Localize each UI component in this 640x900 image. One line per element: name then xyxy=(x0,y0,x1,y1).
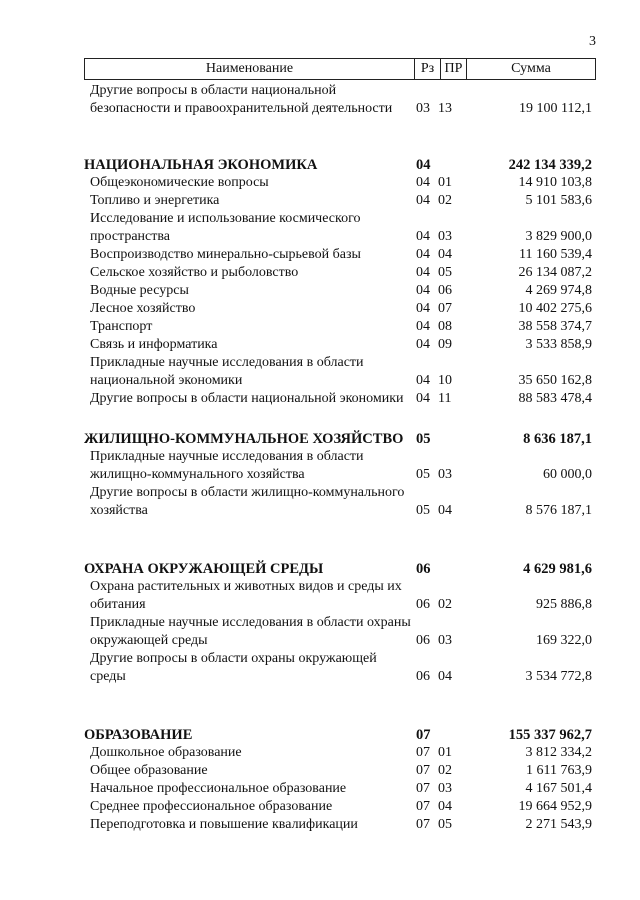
row-pr: 05 xyxy=(438,817,452,832)
row-name: Дошкольное образование xyxy=(90,745,242,760)
row-sum: 3 534 772,8 xyxy=(525,669,592,684)
row-name: Общее образование xyxy=(90,763,208,778)
row-pr: 04 xyxy=(438,247,452,262)
section-sum: 242 134 339,2 xyxy=(508,157,592,173)
row-sum: 8 576 187,1 xyxy=(525,503,592,518)
page-number: 3 xyxy=(589,34,596,49)
row-rz: 04 xyxy=(416,337,430,352)
row-sum: 925 886,8 xyxy=(536,597,592,612)
row-name: Прикладные научные исследования в области охраны окружающей среды xyxy=(90,615,411,648)
row-rz: 04 xyxy=(416,391,430,406)
section-heading xyxy=(84,156,596,174)
row-pr: 11 xyxy=(438,391,452,406)
table-row xyxy=(84,300,596,318)
row-sum: 169 322,0 xyxy=(536,633,592,648)
table-row xyxy=(84,82,596,118)
row-name: Переподготовка и повышение квалификации xyxy=(90,817,358,832)
table-row xyxy=(84,798,596,816)
row-pr: 02 xyxy=(438,597,452,612)
row-sum: 19 664 952,9 xyxy=(518,799,592,814)
row-sum: 5 101 583,6 xyxy=(525,193,592,208)
header-sum: Сумма xyxy=(466,58,596,80)
row-rz: 04 xyxy=(416,229,430,244)
row-sum: 26 134 087,2 xyxy=(518,265,592,280)
row-pr: 09 xyxy=(438,337,452,352)
row-rz: 04 xyxy=(416,301,430,316)
row-name: Другие вопросы в области жилищно-коммунального хозяйства xyxy=(90,485,405,518)
row-rz: 07 xyxy=(416,817,430,832)
row-sum: 3 812 334,2 xyxy=(525,745,592,760)
row-rz: 06 xyxy=(416,669,430,684)
row-pr: 03 xyxy=(438,633,452,648)
row-sum: 4 269 974,8 xyxy=(525,283,592,298)
row-pr: 10 xyxy=(438,373,452,388)
row-rz: 04 xyxy=(416,175,430,190)
row-rz: 06 xyxy=(416,597,430,612)
table-row xyxy=(84,282,596,300)
row-sum: 2 271 543,9 xyxy=(525,817,592,832)
row-rz: 04 xyxy=(416,319,430,334)
section-sum: 4 629 981,6 xyxy=(523,561,592,577)
table-row xyxy=(84,264,596,282)
row-pr: 03 xyxy=(438,467,452,482)
row-name: Среднее профессиональное образование xyxy=(90,799,333,814)
table-row xyxy=(84,578,596,614)
section-title: ОБРАЗОВАНИЕ xyxy=(84,727,193,743)
section-rz: 07 xyxy=(416,727,431,743)
row-rz: 04 xyxy=(416,373,430,388)
table-row xyxy=(84,744,596,762)
table-row xyxy=(84,390,596,408)
section-title: ЖИЛИЩНО-КОММУНАЛЬНОЕ ХОЗЯЙСТВО xyxy=(84,431,404,447)
row-sum: 4 167 501,4 xyxy=(525,781,592,796)
row-name: Лесное хозяйство xyxy=(90,301,196,316)
section-heading xyxy=(84,430,596,448)
section-rz: 05 xyxy=(416,431,431,447)
table-row xyxy=(84,780,596,798)
row-pr: 13 xyxy=(438,101,452,116)
header-name: Наименование xyxy=(84,58,414,80)
row-name: Связь и информатика xyxy=(90,337,218,352)
row-rz: 06 xyxy=(416,633,430,648)
row-pr: 04 xyxy=(438,503,452,518)
row-sum: 11 160 539,4 xyxy=(519,247,592,262)
table-row xyxy=(84,174,596,192)
row-name: Транспорт xyxy=(90,319,153,334)
table-row xyxy=(84,650,596,686)
row-pr: 02 xyxy=(438,763,452,778)
row-sum: 19 100 112,1 xyxy=(519,101,592,116)
row-rz: 04 xyxy=(416,265,430,280)
row-rz: 04 xyxy=(416,193,430,208)
row-sum: 3 829 900,0 xyxy=(525,229,592,244)
row-sum: 1 611 763,9 xyxy=(526,763,592,778)
row-name: Водные ресурсы xyxy=(90,283,189,298)
row-pr: 03 xyxy=(438,229,452,244)
row-sum: 35 650 162,8 xyxy=(518,373,592,388)
budget-table xyxy=(84,82,596,834)
row-sum: 60 000,0 xyxy=(543,467,592,482)
section-rz: 06 xyxy=(416,561,431,577)
row-pr: 04 xyxy=(438,799,452,814)
row-name: Воспроизводство минерально-сырьевой базы xyxy=(90,247,361,262)
table-row xyxy=(84,318,596,336)
table-row xyxy=(84,448,596,484)
row-rz: 04 xyxy=(416,247,430,262)
row-pr: 06 xyxy=(438,283,452,298)
row-pr: 04 xyxy=(438,669,452,684)
row-pr: 01 xyxy=(438,175,452,190)
section-heading xyxy=(84,560,596,578)
row-sum: 14 910 103,8 xyxy=(518,175,592,190)
table-row xyxy=(84,614,596,650)
row-name: Другие вопросы в области национальной безопасности и правоохранительной деятельности xyxy=(90,83,393,116)
row-sum: 10 402 275,6 xyxy=(518,301,592,316)
row-rz: 07 xyxy=(416,763,430,778)
row-rz: 07 xyxy=(416,799,430,814)
row-name: Общеэкономические вопросы xyxy=(90,175,269,190)
row-name: Топливо и энергетика xyxy=(90,193,220,208)
row-pr: 01 xyxy=(438,745,452,760)
table-row xyxy=(84,354,596,390)
table-row xyxy=(84,336,596,354)
table-row xyxy=(84,192,596,210)
table-header xyxy=(84,58,596,80)
table-row xyxy=(84,246,596,264)
row-rz: 05 xyxy=(416,467,430,482)
section-heading xyxy=(84,726,596,744)
row-name: Прикладные научные исследования в области национальной экономики xyxy=(90,355,364,388)
row-name: Начальное профессиональное образование xyxy=(90,781,347,796)
row-sum: 38 558 374,7 xyxy=(518,319,592,334)
row-pr: 05 xyxy=(438,265,452,280)
row-name: Прикладные научные исследования в области жилищно-коммунального хозяйства xyxy=(90,449,364,482)
row-name: Сельское хозяйство и рыболовство xyxy=(90,265,299,280)
row-rz: 03 xyxy=(416,101,430,116)
row-pr: 07 xyxy=(438,301,452,316)
row-rz: 07 xyxy=(416,781,430,796)
section-sum: 8 636 187,1 xyxy=(523,431,592,447)
row-pr: 08 xyxy=(438,319,452,334)
row-sum: 3 533 858,9 xyxy=(525,337,592,352)
section-title: ОХРАНА ОКРУЖАЮЩЕЙ СРЕДЫ xyxy=(84,561,324,577)
header-pr: ПР xyxy=(440,58,466,80)
row-name: Другие вопросы в области охраны окружающей среды xyxy=(90,651,377,684)
row-name: Исследование и использование космического пространства xyxy=(90,211,361,244)
row-pr: 02 xyxy=(438,193,452,208)
row-rz: 04 xyxy=(416,283,430,298)
table-row xyxy=(84,210,596,246)
section-rz: 04 xyxy=(416,157,431,173)
row-rz: 05 xyxy=(416,503,430,518)
section-title: НАЦИОНАЛЬНАЯ ЭКОНОМИКА xyxy=(84,157,318,173)
row-name: Другие вопросы в области национальной экономики xyxy=(90,391,404,406)
section-sum: 155 337 962,7 xyxy=(508,727,592,743)
row-name: Охрана растительных и животных видов и среды их обитания xyxy=(90,579,402,612)
table-row xyxy=(84,816,596,834)
header-rz: Рз xyxy=(414,58,440,80)
table-row xyxy=(84,484,596,520)
row-rz: 07 xyxy=(416,745,430,760)
row-sum: 88 583 478,4 xyxy=(518,391,592,406)
row-pr: 03 xyxy=(438,781,452,796)
table-row xyxy=(84,762,596,780)
